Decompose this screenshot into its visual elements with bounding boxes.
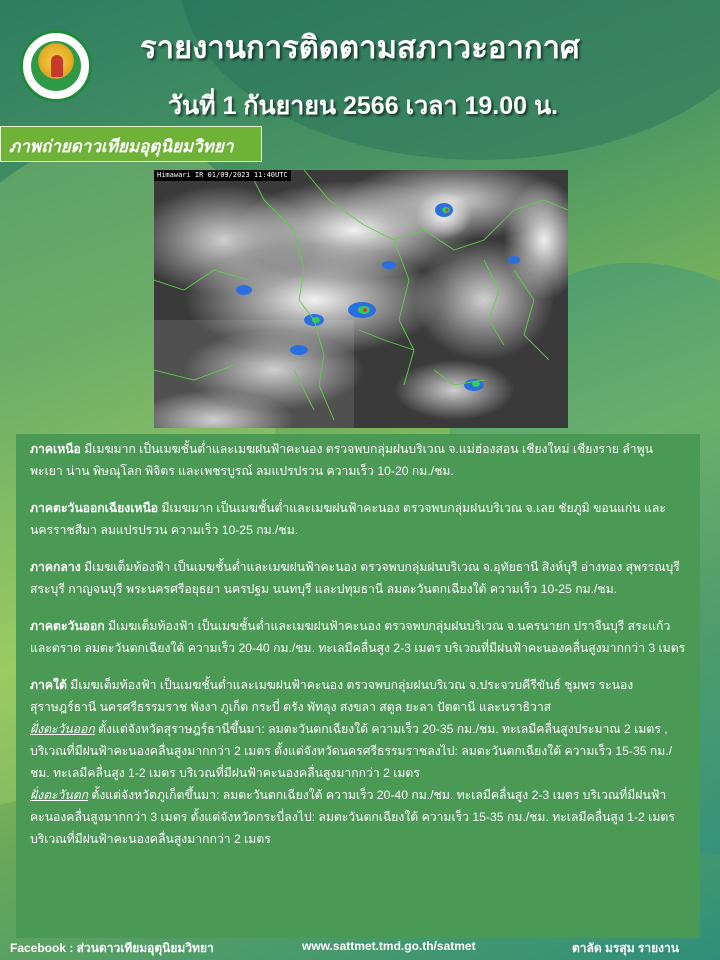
coast-text: ตั้งแต่จังหวัดภูเก็ตขึ้นมา: ลมตะวันตกเฉียงใต้ ความเร็ว 20-40 กม./ชม. ทะเลมีคลื่นสูง 2-3 เมตร บริเวณที่มีฝนฟ้าคะนองคลื่นสูงมากกว่า 3 เมตร ตั้งแต่จังหวัดกระบี่ลงไป: ลมตะวันตกเฉียงใต้ ความเร็ว 15-35 กม./ชม. ทะเลมีคลื่นสูง 1-2 เมตร บริเวณที่มีฝนฟ้าคะนองคลื่นสูงมากกว่า 2 เมตร (30, 788, 675, 846)
logo-emblem-icon (31, 41, 81, 91)
region-name: ภาคเหนือ (30, 442, 81, 456)
facebook-page[interactable]: Facebook : ส่วนดาวเทียมอุตุนิยมวิทยา (10, 941, 214, 955)
region-south (30, 674, 688, 718)
tmd-logo (20, 30, 92, 102)
region-name: ภาคกลาง (30, 560, 81, 574)
region-name: ภาคตะวันออก (30, 619, 105, 633)
section-header (0, 126, 262, 162)
region-text: มีเมฆมาก เป็นเมฆชั้นต่ำและเมฆฝนฟ้าคะนอง ตรวจพบกลุ่มฝนบริเวณ จ.เลย ชัยภูมิ ขอนแก่น และนครราชสีมา ลมแปรปรวน ความเร็ว 10-25 กม./ชม. (30, 501, 666, 537)
south-west-coast (30, 784, 688, 850)
region-east (30, 615, 688, 659)
region-name: ภาคตะวันออกเฉียงเหนือ (30, 501, 159, 515)
region-central (30, 556, 688, 600)
website-link[interactable]: www.sattmet.tmd.go.th/satmet (302, 939, 476, 953)
satellite-image (154, 170, 568, 428)
region-north (30, 438, 688, 482)
coast-label: ฝั่งตะวันออก (30, 722, 95, 736)
report-date: วันที่ 1 กันยายน 2566 เวลา 19.00 น. (168, 92, 558, 120)
coast-text: ตั้งแต่จังหวัดสุราษฎร์ธานีขึ้นมา: ลมตะวันตกเฉียงใต้ ความเร็ว 20-35 กม./ชม. ทะเลมีคลื่นสูงประมาณ 2 เมตร , บริเวณที่มีฝนฟ้าคะนองคลื่นสูงมากกว่า 2 เมตร ตั้งแต่จังหวัดนครศรีธรรมราชลงไป: ลมตะวันตกเฉียงใต้ ความเร็ว 15-35 กม./ชม. ทะเลมีคลื่นสูง 1-2 เมตร บริเวณที่มีฝนฟ้าคะนองคลื่นสูงมากกว่า 2 เมตร (30, 722, 673, 780)
satellite-caption: Himawari IR 01/09/2023 11:40UTC (154, 170, 291, 181)
page-title: รายงานการติดตามสภาวะอากาศ (140, 30, 580, 65)
footer (0, 936, 720, 960)
region-text: มีเมฆเต็มท้องฟ้า เป็นเมฆชั้นต่ำและเมฆฝนฟ้าคะนอง ตรวจพบกลุ่มฝนบริเวณ จ.นครนายก ปราจีนบุรี สระแก้ว และตราด ลมตะวันตกเฉียงใต้ ความเร็ว 20-40 กม./ชม. ทะเลมีคลื่นสูง 2-3 เมตร บริเวณที่มีฝนฟ้าคะนองคลื่นสูงมากกว่า 3 เมตร (30, 619, 686, 655)
logo-figure-icon (51, 55, 63, 77)
region-text: มีเมฆมาก เป็นเมฆชั้นต่ำและเมฆฝนฟ้าคะนอง ตรวจพบกลุ่มฝนบริเวณ จ.แม่ฮ่องสอน เชียงใหม่ เชียงราย ลำพูน พะเยา น่าน พิษณุโลก พิจิตร และเพชรบูรณ์ ลมแปรปรวน ความเร็ว 10-20 กม./ชม. (30, 442, 653, 478)
region-text: มีเมฆเต็มท้องฟ้า เป็นเมฆชั้นต่ำและเมฆฝนฟ้าคะนอง ตรวจพบกลุ่มฝนบริเวณ จ.อุทัยธานี สิงห์บุรี อ่างทอง สุพรรณบุรี สระบุรี กาญจนบุรี พระนครศรีอยุธยา นครปฐม นนทบุรี และปทุมธานี ลมตะวันตกเฉียงใต้ ความเร็ว 10-25 กม./ชม. (30, 560, 680, 596)
section-header-label: ภาพถ่ายดาวเทียมอุตุนิยมวิทยา (9, 137, 234, 156)
coast-label: ฝั่งตะวันตก (30, 788, 89, 802)
satellite-ir-picture (154, 170, 568, 428)
weather-report-panel (16, 434, 700, 938)
south-east-coast (30, 718, 688, 784)
reporter-name: ตาลัด มรสุม รายงาน (572, 941, 679, 955)
region-northeast (30, 497, 688, 541)
region-name: ภาคใต้ (30, 678, 67, 692)
region-text: มีเมฆเต็มท้องฟ้า เป็นเมฆชั้นต่ำและเมฆฝนฟ้าคะนอง ตรวจพบกลุ่มฝนบริเวณ จ.ประจวบคีรีขันธ์ ชุมพร ระนอง สุราษฎร์ธานี นครศรีธรรมราช พังงา ภูเก็ต กระบี่ ตรัง พัทลุง สงขลา สตูล ยะลา ปัตตานี และนราธิวาส (30, 678, 634, 714)
